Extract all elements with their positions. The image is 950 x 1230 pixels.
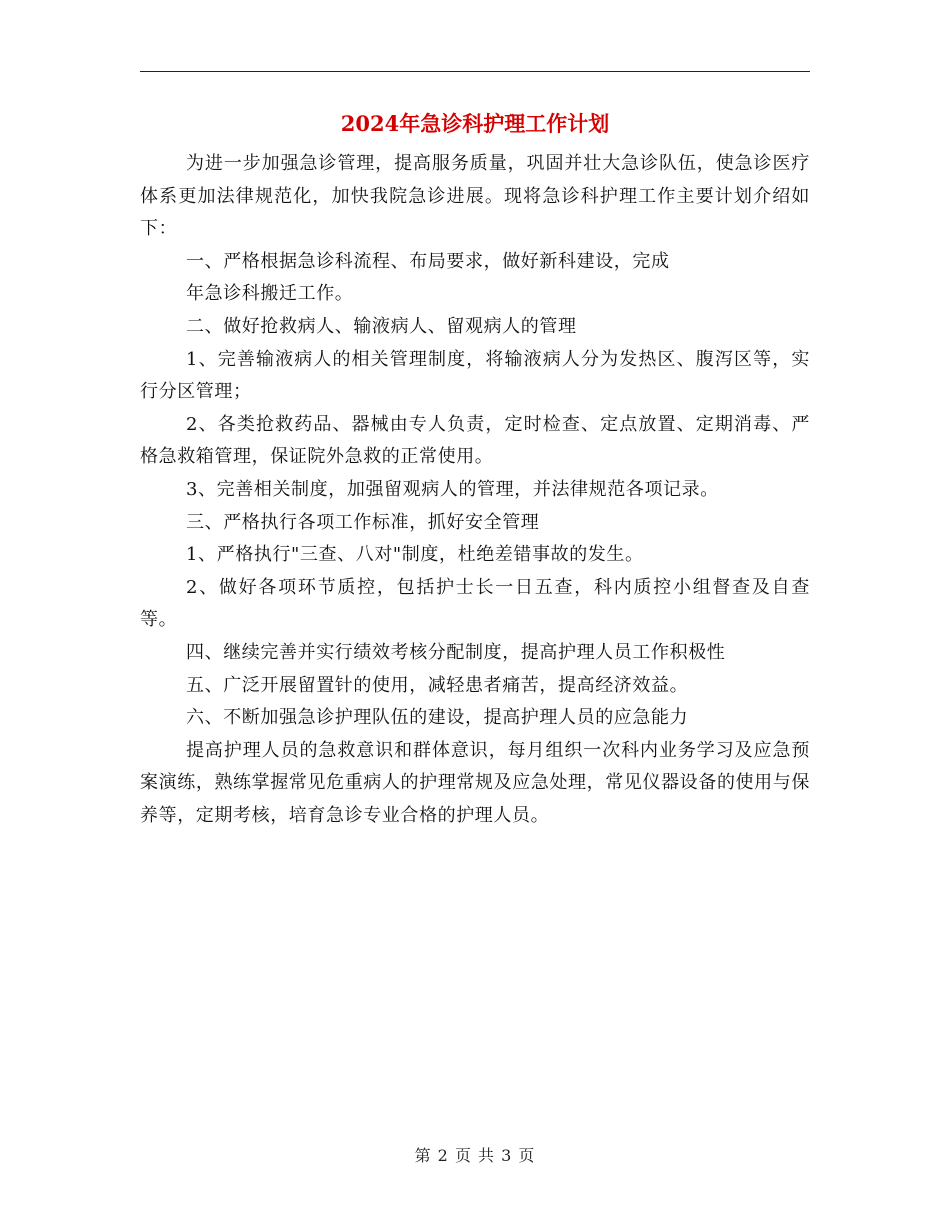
paragraph-item-2-3: 3、完善相关制度，加强留观病人的管理，并法律规范各项记录。 (186, 478, 719, 500)
paragraph-section-3: 三、严格执行各项工作标准，抓好安全管理 (186, 511, 540, 533)
paragraph-section-6-detail: 提高护理人员的急救意识和群体意识，每月组织一次科内业务学习及应急预案演练，熟练掌握常见危重病人的护理常规及应急处理，常见仪器设备的使用与保养等，定期考核，培育急诊专业合格的护理人员。 (140, 739, 810, 826)
document-title: 2024年急诊科护理工作计划 (340, 111, 610, 136)
paragraph-intro: 为进一步加强急诊管理，提高服务质量，巩固并壮大急诊队伍，使急诊医疗体系更加法律规范化，加快我院急诊进展。现将急诊科护理工作主要计划介绍如下： (140, 153, 810, 240)
paragraph-item-2-2: 2、各类抢救药品、器械由专人负责，定时检查、定点放置、定期消毒、严格急救箱管理，保证院外急救的正常使用。 (140, 413, 810, 468)
paragraph-section-5: 五、广泛开展留置针的使用，减轻患者痛苦，提高经济效益。 (186, 674, 689, 696)
paragraph-section-1-cont: 年急诊科搬迁工作。 (186, 283, 354, 305)
page-number: 第 2 页 共 3 页 (414, 1146, 536, 1165)
paragraph-section-4: 四、继续完善并实行绩效考核分配制度，提高护理人员工作积极性 (186, 641, 726, 663)
paragraph-item-3-1: 1、严格执行"三查、八对"制度，杜绝差错事故的发生。 (186, 544, 644, 566)
paragraph-item-3-2: 2、做好各项环节质控，包括护士长一日五查，科内质控小组督查及自查等。 (140, 576, 810, 631)
paragraph-section-6: 六、不断加强急诊护理队伍的建设，提高护理人员的应急能力 (186, 707, 689, 729)
paragraph-section-1: 一、严格根据急诊科流程、布局要求，做好新科建设，完成 (186, 250, 670, 272)
header-rule (140, 71, 810, 72)
document-body (140, 148, 810, 832)
paragraph-section-2: 二、做好抢救病人、输液病人、留观病人的管理 (186, 315, 577, 337)
paragraph-item-2-1: 1、完善输液病人的相关管理制度，将输液病人分为发热区、腹泻区等，实行分区管理； (140, 348, 810, 403)
